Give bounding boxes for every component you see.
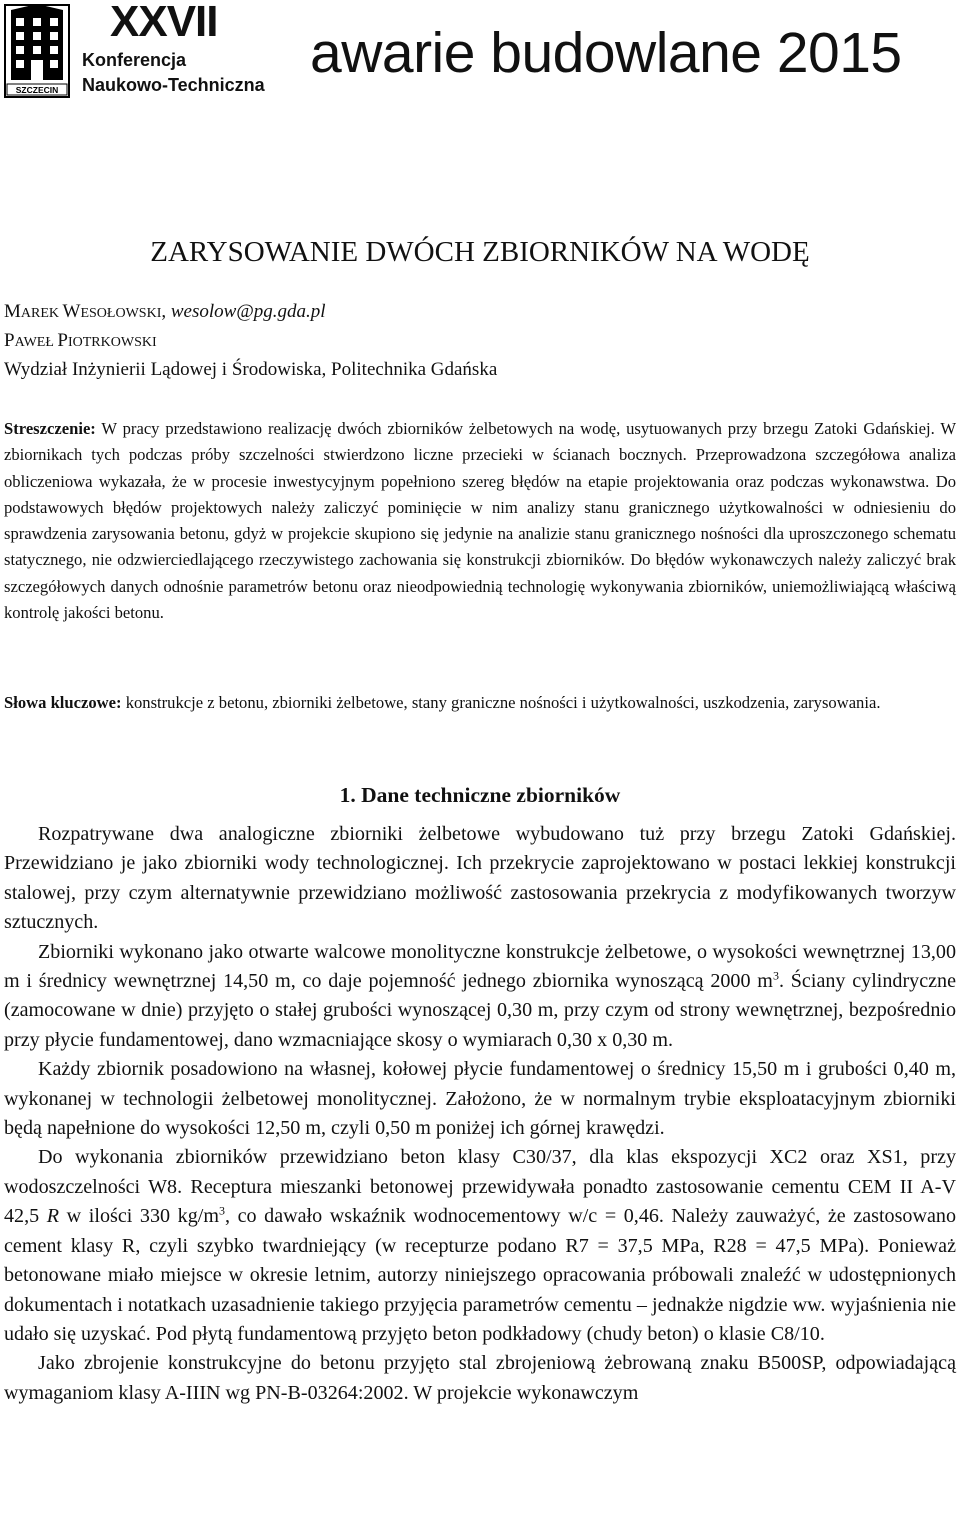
keywords bbox=[4, 690, 956, 716]
superscript: 3 bbox=[218, 1203, 225, 1218]
author-1-lastname: ESOŁOWSKI bbox=[80, 306, 162, 321]
abstract-label: Streszczenie: bbox=[4, 419, 96, 438]
author-1-initial: M bbox=[4, 301, 21, 322]
conference-label-line1: Konferencja bbox=[82, 50, 187, 70]
author-1-firstname: AREK bbox=[20, 306, 63, 321]
paragraph: Jako zbrojenie konstrukcyjne do betonu przyjęto stal zbrojeniową żebrowaną znaku B500SP, odpowiadającą wymaganiom klasy A-IIIN wg PN-B-03264:2002. W projekcie wykonawczym bbox=[4, 1352, 956, 1404]
author-2-initial2: P bbox=[57, 330, 68, 351]
section-body bbox=[4, 820, 956, 1408]
paragraph-text: Do wykonania zbiorników przewidziano beton klasy C30/37, dla klas ekspozycji XC2 oraz XS1, przy wodoszczelności W8. Receptura mieszanki betonowej przewidywała ponadto zastosowanie cementu CEM II A-V 42,5 bbox=[4, 1146, 956, 1228]
author-1-initial2: W bbox=[62, 301, 81, 322]
conference-logo bbox=[4, 4, 70, 98]
section-title: 1. Dane techniczne zbiorników bbox=[339, 783, 621, 807]
keywords-text: konstrukcje z betonu, zbiorniki żelbetowe, stany graniczne nośności i użytkowalności, uszkodzenia, zarysowania. bbox=[121, 693, 881, 712]
author-1-separator: , bbox=[161, 301, 171, 322]
conference-label-line2: Naukowo-Techniczna bbox=[82, 75, 265, 95]
paragraph-text: . Ściany cylindryczne (zamocowane w dnie) przyjęto o stałej grubości wynoszącej 0,30 m, przy czym od strony wewnętrznej, bezpośrednio przy płycie fundamentowej, dano wzmacniające skosy o wymiarach 0,30 x 0,30 m. bbox=[4, 970, 957, 1051]
author-2-lastname: IOTRKOWSKI bbox=[67, 335, 157, 350]
keywords-label: Słowa kluczowe: bbox=[4, 693, 122, 712]
paragraph: Każdy zbiornik posadowiono na własnej, kołowej płycie fundamentowej o średnicy 15,50 m i grubości 0,40 m, wykonanej w technologii żelbetowej monolitycznej. Założono, że w normalnym trybie eksploatacyjnym zbiorniki będą napełnione do wysokości 12,50 m, czyli 0,50 m poniżej ich górnej krawędzi. bbox=[4, 1058, 956, 1140]
paragraph bbox=[4, 1143, 956, 1349]
paragraph-text: , co dawało wskaźnik wodnocementowy w/c = 0,46. Należy zauważyć, że zastosowano cement klasy R, czyli szybko twardniejący (w recepturze podano R7 = 37,5 MPa, R28 = 47,5 MPa). Ponieważ betonowane miało miejsce w okresie letnim, autorzy niniejszego opracowania próbowali znaleźć w udostępnionych dokumentach i notatkach uzasadnienie takiego przyjęcia parametrów cementu – jednakże nigdzie ww. wyjaśnienia nie udało się uzyskać. Pod płytą fundamentową przyjęto beton podkładowy (chudy beton) o klasie C8/10. bbox=[4, 1205, 956, 1345]
abstract bbox=[4, 416, 956, 626]
abstract-text: W pracy przedstawiono realizację dwóch zbiorników żelbetowych na wodę, usytuowanych przy brzegu Zatoki Gdańskiej. W zbiornikach tych podczas próby szczelności stwierdzono liczne przecieki w ścianach bocznych. Przeprowadzona szczegółowa analiza obliczeniowa wykazała, że w procesie inwestycyjnym popełniono szereg błędów na etapie projektowania oraz podczas wykonawstwa. Do podstawowych błędów projektowych należy zaliczyć pominięcie w nim analizy stanu granicznego użytkowalności w odniesieniu do sprawdzenia zarysowania betonu, gdyż w projekcie skupiono się jedynie na analizie stanu granicznego nośności dla uproszczonego schematu statycznego, nie odzwierciedlającego rzeczywistego zachowania się konstrukcji zbiorników. Do błędów wykonawczych należy zaliczyć brak szczegółowych danych odnośnie parametrów betonu oraz nieodpowiednią technologię wykonywania zbiorników, uniemożliwiającą właściwą kontrolę jakości betonu. bbox=[4, 419, 956, 623]
paragraph bbox=[4, 938, 956, 1056]
conference-number: XXVII bbox=[110, 0, 218, 46]
italic-text: R bbox=[46, 1205, 60, 1228]
author-2 bbox=[4, 329, 157, 355]
author-2-initial: P bbox=[4, 330, 15, 351]
svg-text:SZCZECIN: SZCZECIN bbox=[15, 85, 59, 95]
paper-title: ZARYSOWANIE DWÓCH ZBIORNIKÓW NA WODĘ bbox=[150, 236, 810, 268]
paragraph-text: Zbiorniki wykonano jako otwarte walcowe monolityczne konstrukcje żelbetowe, o wysokości wewnętrznej 13,00 m i średnicy wewnętrznej 14,50 m, co daje pojemność jednego zbiornika wynoszącą 2000 m bbox=[4, 940, 956, 993]
author-2-firstname: AWEŁ bbox=[14, 335, 58, 350]
author-1 bbox=[4, 300, 326, 326]
author-1-email[interactable]: wesolow@pg.gda.pl bbox=[170, 301, 326, 322]
affiliation: Wydział Inżynierii Lądowej i Środowiska, Politechnika Gdańska bbox=[4, 359, 498, 380]
paragraph-text: w ilości 330 kg/m bbox=[59, 1205, 219, 1228]
conference-name: awarie budowlane 2015 bbox=[310, 21, 902, 85]
superscript: 3 bbox=[772, 968, 779, 983]
paragraph: Rozpatrywane dwa analogiczne zbiorniki żelbetowe wybudowano tuż przy brzegu Zatoki Gdańskiej. Przewidziano je jako zbiorniki wody technologicznej. Ich przekrycie zaprojektowano w postaci lekkiej konstrukcji stalowej, przy czym alternatywnie przewidziano możliwość zastosowania przekrycia z modyfikowanych tworzyw sztucznych. bbox=[4, 823, 956, 934]
